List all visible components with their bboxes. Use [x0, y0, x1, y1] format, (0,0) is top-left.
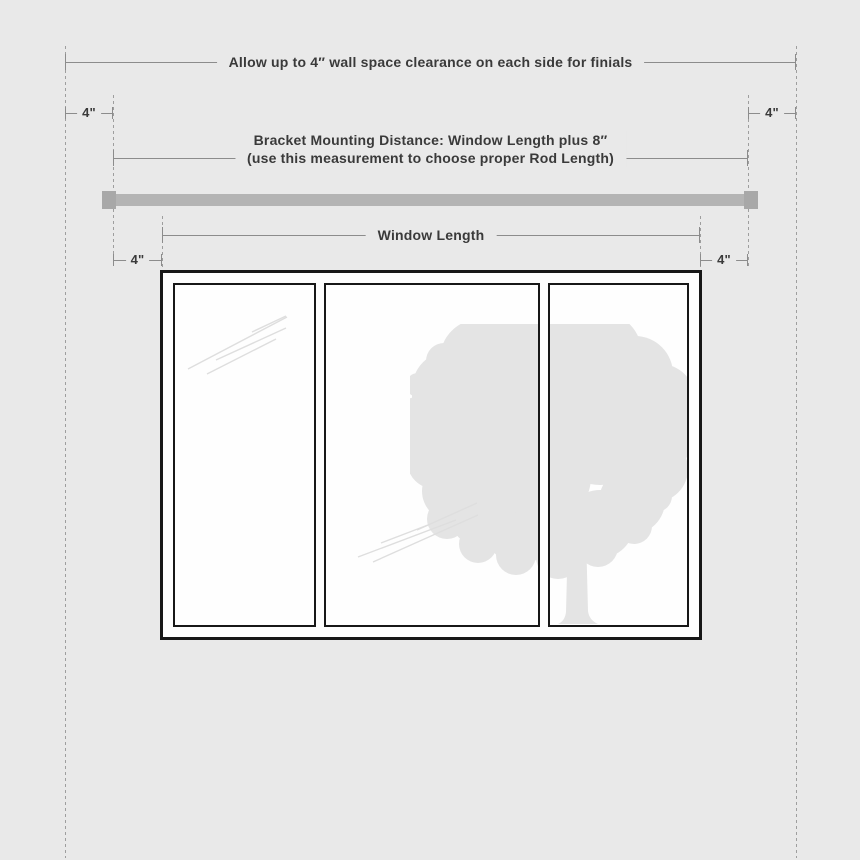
- curtain-rod-bar: [109, 194, 751, 206]
- dimension-wall-clearance: [65, 52, 796, 72]
- dimension-tick: [747, 254, 748, 266]
- dimension-bracket-mounting: [113, 132, 748, 168]
- guide-line-bracket-left: [113, 95, 114, 267]
- bracket-mounting-label-line1: Bracket Mounting Distance: Window Length plus 8″: [253, 132, 608, 148]
- dimension-tick: [748, 107, 749, 119]
- dimension-tick: [795, 107, 796, 119]
- dimension-tick: [113, 254, 114, 266]
- bracket-mounting-label: [235, 131, 626, 167]
- curtain-rod-end-cap-right: [744, 191, 758, 209]
- curtain-rod: [102, 191, 758, 209]
- dimension-tick: [112, 107, 113, 119]
- finial-gap-left-label: 4": [77, 104, 101, 122]
- dimension-tick: [161, 254, 162, 266]
- dimension-finial-gap-right: [748, 103, 796, 123]
- glass-reflection-lines: [326, 285, 538, 625]
- dimension-window-length: [162, 225, 700, 245]
- wall-clearance-label: Allow up to 4″ wall space clearance on each side for finials: [217, 53, 645, 71]
- dimension-tick: [795, 54, 796, 70]
- dimension-tick: [700, 254, 701, 266]
- dimension-bracket-gap-right: [700, 250, 748, 270]
- tree-silhouette: [548, 324, 689, 627]
- dimension-finial-gap-left: [65, 103, 113, 123]
- glass-reflection-lines: [175, 285, 314, 625]
- window-length-label: Window Length: [366, 226, 497, 244]
- guide-line-outer-right: [796, 46, 797, 858]
- dimension-tick: [65, 107, 66, 119]
- bracket-gap-left-label: 4": [126, 251, 150, 269]
- dimension-tick: [699, 227, 700, 243]
- window-pane-middle: [324, 283, 540, 627]
- dimension-bracket-gap-left: [113, 250, 162, 270]
- dimension-tick: [747, 150, 748, 166]
- window-pane-left: [173, 283, 316, 627]
- dimension-tick: [113, 150, 114, 166]
- window-pane-right: [548, 283, 689, 627]
- window-frame: [160, 270, 702, 640]
- dimension-tick: [162, 227, 163, 243]
- curtain-rod-end-cap-left: [102, 191, 116, 209]
- bracket-mounting-label-line2: (use this measurement to choose proper Rod Length): [246, 150, 615, 166]
- finial-gap-right-label: 4": [760, 104, 784, 122]
- bracket-gap-right-label: 4": [712, 251, 736, 269]
- dimension-tick: [65, 54, 66, 70]
- guide-line-outer-left: [65, 46, 66, 858]
